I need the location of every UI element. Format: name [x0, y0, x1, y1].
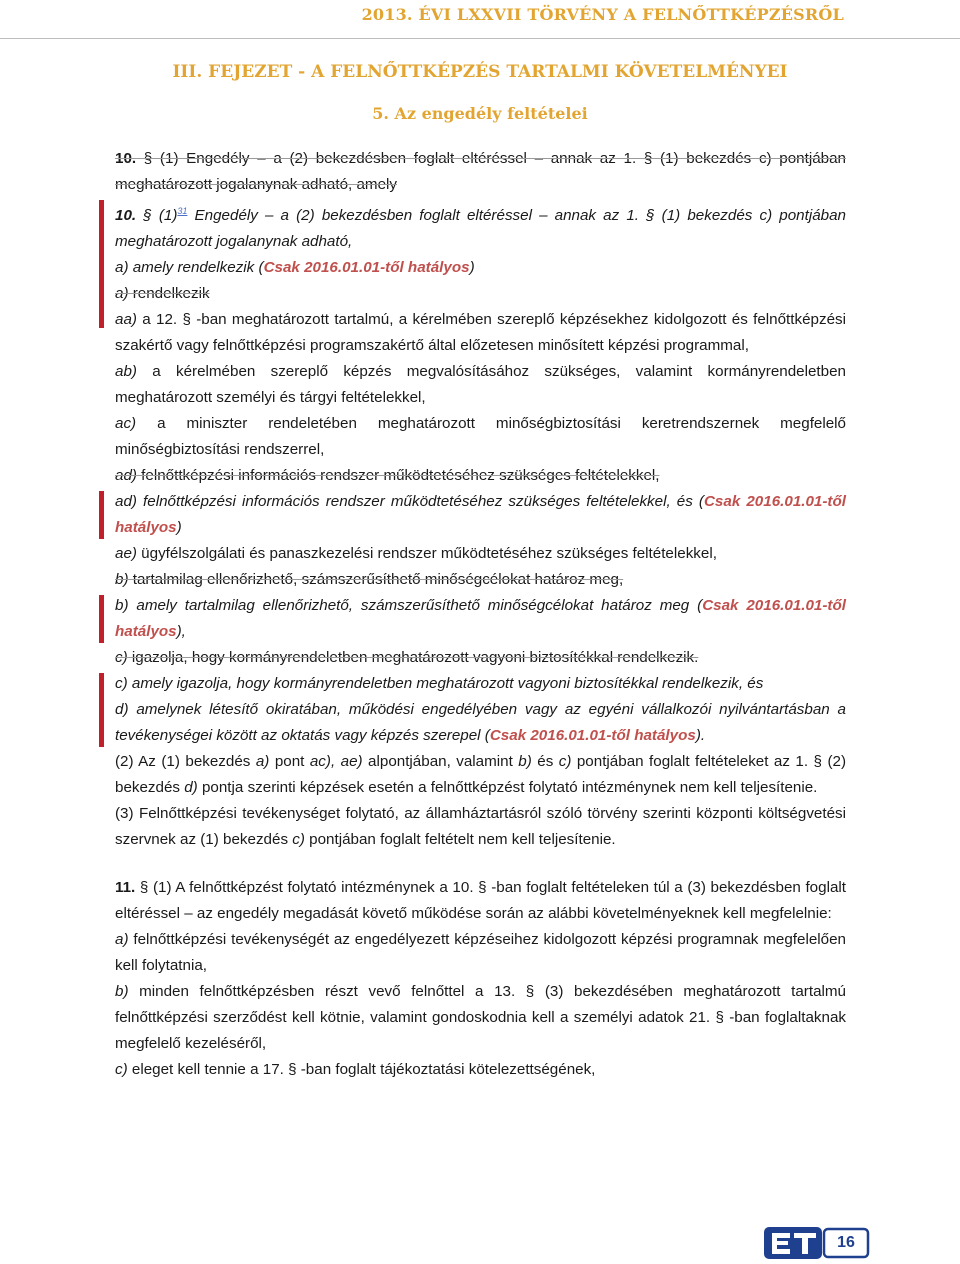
point-c-old: c) igazolja, hogy kormányrendeletben meghatározott vagyoni biztosítékkal rendelkezik. — [115, 649, 699, 667]
point-b-new: b) amely tartalmilag ellenőrizhető, számszerűsíthető minőségcélokat határoz meg (Csak 2016.01.01-től hatályos), — [115, 593, 846, 645]
point-d-new: d) amelynek létesítő okiratában, működési engedélyében vagy az egyéni vállalkozói nyilvántartásban a tevékenységei között az oktatás vagy képzés szerepel (Csak 2016.01.01-től hatályos). — [115, 701, 846, 745]
point-c-new: c) amely igazolja, hogy kormányrendeletben meghatározott vagyoni biztosítékkal rendelkezik, és — [115, 671, 846, 697]
point-a-new: a) amely rendelkezik (Csak 2016.01.01-től hatályos) — [115, 259, 475, 277]
change-bar — [99, 595, 104, 643]
change-bar — [99, 673, 104, 747]
point-aa: aa) a 12. § -ban meghatározott tartalmú, a kérelmében szereplő képzésekhez kidolgozott és felnőttképzési szakértő vagy felnőttképzési programszakértő által előzetesen minősített képzési programmal, — [115, 311, 846, 355]
point-a-old: a) rendelkezik — [115, 285, 210, 303]
paragraph-10-new: 10. § (1)$^{31}$ Engedély – a (2) bekezdésben foglalt eltéréssel – annak az 1. § (1) bekezdés c) pontjában meghatározott jogalanynak adható, — [115, 198, 846, 255]
change-bar — [99, 200, 104, 328]
point-ad-new: ad) felnőttképzési információs rendszer működtetéséhez szükséges feltételekkel, és (Csak 2016.01.01-től hatályos) — [115, 489, 846, 541]
page-number-badge — [764, 1223, 874, 1263]
paragraph-10-2: (2) Az (1) bekezdés a) pont ac), ae) alpontjában, valamint b) és c) pontjában foglalt feltételeket az 1. § (2) bekezdés d) pontja szerinti képzések esetén a felnőttképzést folytató intézménynek nem kell teljesítenie. — [115, 753, 847, 797]
page-number: 16 — [837, 1234, 855, 1251]
change-bar — [99, 491, 104, 539]
paragraph-10-3: (3) Felnőttképzési tevékenységet folytató, az államháztartásról szóló törvény szerinti központi költségvetési szervnek az (1) bekezdés c) pontjában foglalt feltételt nem kell teljesítenie. — [115, 805, 846, 849]
section-title: 5. Az engedély feltételei — [372, 104, 588, 123]
point-b-old: b) tartalmilag ellenőrizhető, számszerűsíthető minőségcélokat határoz meg, — [115, 571, 624, 589]
footnote-link[interactable]: 31 — [177, 206, 188, 216]
point-ae: ae) ügyfélszolgálati és panaszkezelési rendszer működtetéséhez szükséges feltételekkel, — [115, 545, 717, 563]
paragraph-10-old: 10. § (1) Engedély – a (2) bekezdésben foglalt eltéréssel – annak az 1. § (1) bekezdés c) pontjában meghatározott jogalanynak adható, amely — [115, 150, 846, 193]
point-ac: ac) a miniszter rendeletében meghatározott minőségbiztosítási keretrendszernek megfelelő minőségbiztosítási rendszerrel, — [115, 415, 846, 459]
paragraph-11-b: b) minden felnőttképzésben részt vevő felnőttel a 13. § (3) bekezdésében meghatározott tartalmú felnőttképzési szerződést kell kötnie, valamint gondoskodnia kell a személyi adatok 21. § -ban foglaltaknak megfelelő kezeléséről, — [115, 983, 846, 1053]
document-body — [115, 146, 846, 1083]
paragraph-11: 11. § (1) A felnőttképzést folytató intézménynek a 10. § -ban foglalt feltételeken túl a (3) bekezdésben foglalt eltéréssel – az engedély megadását követő működése során az alábbi követelményeknek kell megfelelnie: — [115, 879, 846, 923]
paragraph-11-c: c) eleget kell tennie a 17. § -ban foglalt tájékoztatási kötelezettségének, — [115, 1061, 596, 1079]
point-ad-old: ad) felnőttképzési információs rendszer működtetéséhez szükséges feltételekkel, — [115, 467, 660, 485]
paragraph-11-a: a) felnőttképzési tevékenységét az engedélyezett képzéseihez kidolgozott képzési programnak megfelelően kell folytatnia, — [115, 931, 846, 975]
chapter-title: III. FEJEZET - A FELNŐTTKÉPZÉS TARTALMI KÖVETELMÉNYEI — [172, 62, 788, 82]
running-title: 2013. ÉVI LXXVII TÖRVÉNY A FELNŐTTKÉPZÉSRŐL — [361, 5, 844, 24]
point-ab: ab) a kérelmében szereplő képzés megvalósításához szükséges, valamint kormányrendeletben meghatározott személyi és tárgyi feltételekkel, — [115, 363, 846, 407]
